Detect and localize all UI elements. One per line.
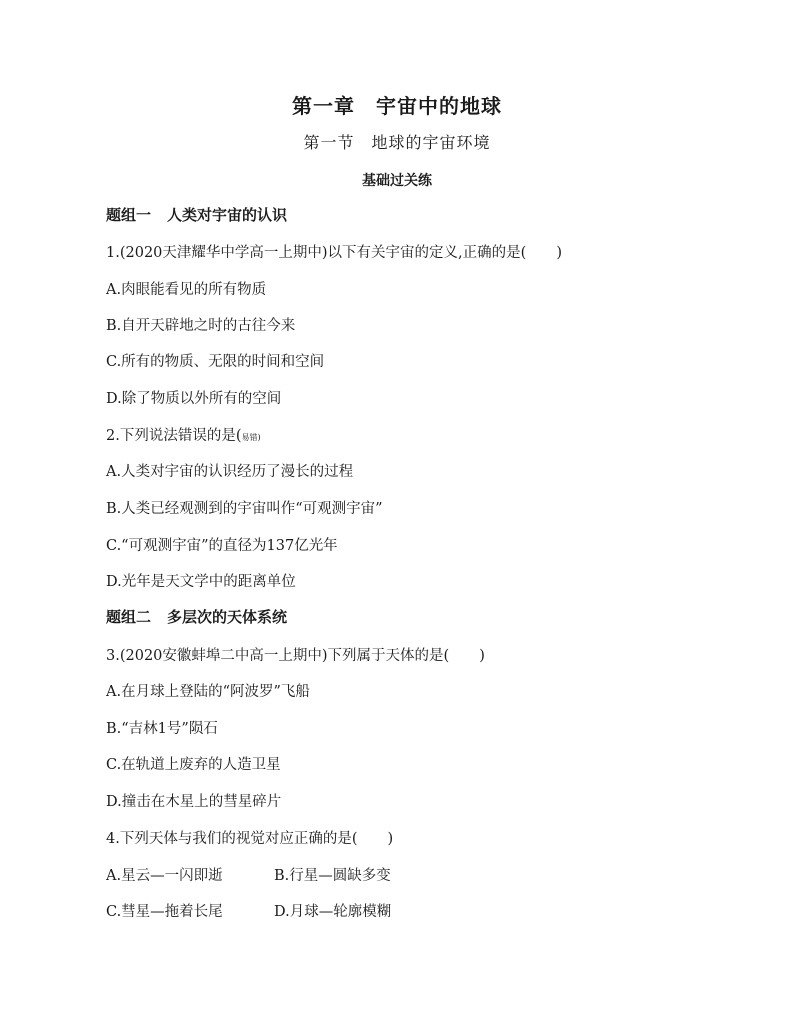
group-heading: [106, 204, 287, 225]
option: B.“吉林1号”陨石: [106, 721, 218, 737]
option: A.人类对宇宙的认识经历了漫长的过程: [106, 464, 354, 480]
group-label: 题组一: [106, 206, 152, 224]
practice-heading: 基础过关练: [362, 173, 432, 189]
option: A.在月球上登陆的“阿波罗”飞船: [106, 684, 310, 700]
option: D.月球—轮廓模糊: [274, 904, 392, 920]
option: A.星云—一闪即逝: [106, 868, 223, 884]
group-heading: [106, 606, 287, 627]
option: A.肉眼能看见的所有物质: [106, 282, 267, 298]
option: D.除了物质以外所有的空间: [106, 391, 282, 407]
option: B.行星—圆缺多变: [274, 868, 391, 884]
question-stem: 4.下列天体与我们的视觉对应正确的是( ): [106, 831, 394, 847]
option-row: [106, 864, 391, 885]
option: B.人类已经观测到的宇宙叫作“可观测宇宙”: [106, 501, 383, 517]
question-stem: 3.(2020安徽蚌埠二中高一上期中)下列属于天体的是( ): [106, 648, 485, 664]
option: C.所有的物质、无限的时间和空间: [106, 354, 325, 370]
option: D.光年是天文学中的距离单位: [106, 574, 296, 590]
group-label: 题组二: [106, 608, 152, 626]
option: C.在轨道上废弃的人造卫星: [106, 757, 281, 773]
option: C.彗星—拖着长尾: [106, 904, 223, 920]
question-stem: 2.下列说法错误的是(易错): [106, 428, 261, 444]
option: C.“可观测宇宙”的直径为137亿光年: [106, 538, 338, 554]
group-title: 多层次的天体系统: [167, 608, 288, 626]
option: B.自开天辟地之时的古往今来: [106, 318, 296, 334]
question-stem: 1.(2020天津耀华中学高一上期中)以下有关宇宙的定义,正确的是( ): [106, 245, 562, 261]
chapter-title: 第一章 宇宙中的地球: [292, 94, 502, 118]
option: D.撞击在木星上的彗星碎片: [106, 794, 282, 810]
option-row: [106, 900, 392, 921]
section-title: 第一节 地球的宇宙环境: [303, 133, 491, 152]
group-title: 人类对宇宙的认识: [167, 206, 288, 224]
